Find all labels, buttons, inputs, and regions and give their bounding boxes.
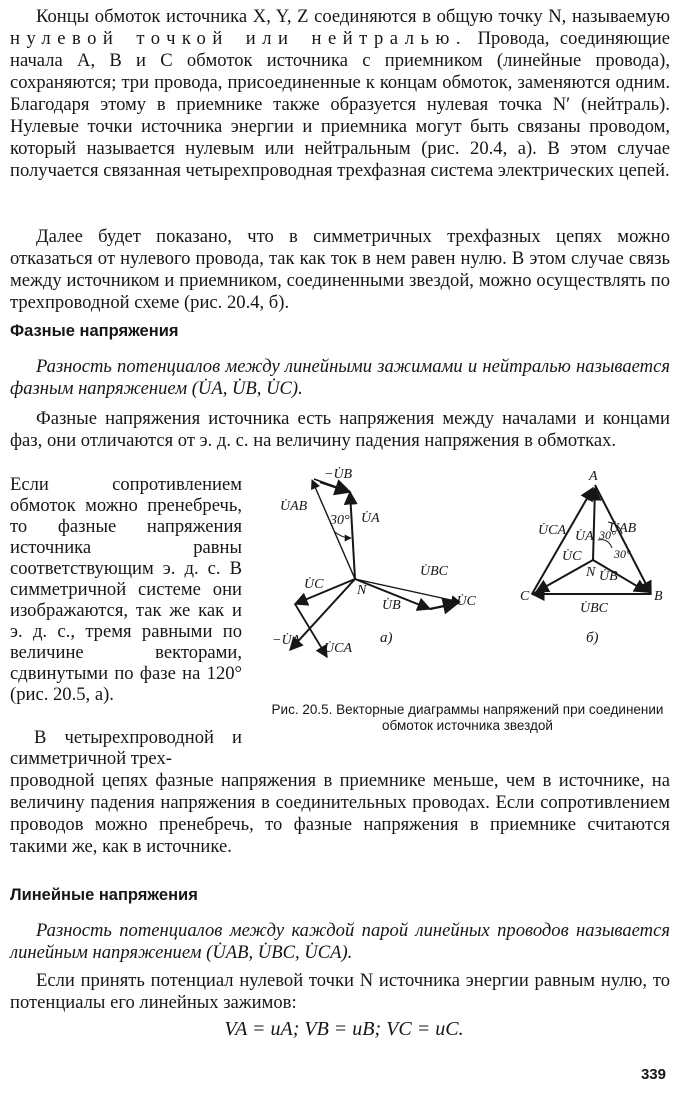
paragraph-phase-source: Фазные напряжения источника есть напряжения между началами и концами фаз, они отличаются от э. д. с. на величину падения напряжения в обмотках. [10, 408, 670, 451]
vector-ua-b [593, 488, 595, 560]
label-neg-ua: −U̇A [272, 633, 301, 648]
definition-phase-voltage: Разность потенциалов между линейными зажимами и нейтралью называется фазным напряжением (U̇A, U̇B, U̇C). [10, 356, 670, 399]
vector-uc-b [536, 560, 593, 592]
label-diagram-b: б) [586, 630, 599, 646]
label-b-b: B [654, 589, 663, 604]
paragraph-three-wire: Далее будет показано, что в симметричных трехфазных цепях можно отказаться от нулевого провода, так как ток в нем равен нулю. В этом случае связь между источником и приемником, соединенными звездой, можно осуществлять по трехпроводной схеме (рис. 20.4, б). [10, 226, 670, 313]
vector-neg-uc [355, 579, 460, 602]
text-run: Концы обмоток источника X, Y, Z соединяются в общую точку N, называемую [36, 6, 670, 27]
paragraph-wrap-left-2: В четырехпроводной и симметричной трех- [10, 727, 242, 769]
label-ua: U̇A [361, 511, 380, 526]
label-n-a: N [357, 583, 367, 598]
spaced-term: нулевой точкой или нейтралью. [10, 28, 468, 49]
vector-neg-ub [312, 480, 355, 579]
label-neg-ub: −U̇B [324, 467, 353, 482]
definition-line-voltage: Разность потенциалов между каждой парой линейных проводов называется линейным напряжением (U̇AB, U̇BC, U̇CA). [10, 920, 670, 963]
heading-line-voltages: Линейные напряжения [10, 886, 198, 904]
diagram-a-labels [272, 466, 477, 656]
paragraph-receiver-phase: проводной цепях фазные напряжения в приемнике меньше, чем в источнике, на величину падения напряжения в соединительных проводах. Если сопротивлением проводов можно пренебречь, то фазные напряжения в приемнике считаются такими же, как в источнике. [10, 770, 670, 857]
label-diagram-a: а) [380, 630, 393, 646]
label-a-b: A [589, 469, 598, 484]
label-ubc-b: U̇BC [580, 601, 608, 616]
label-uab: U̇AB [280, 499, 308, 514]
vector-diagram-figure [262, 462, 672, 692]
label-angle-a: 30° [330, 513, 350, 528]
label-ub-b: U̇B [599, 569, 618, 584]
label-uca: U̇CA [324, 641, 352, 656]
paragraph-neutral-point [10, 6, 670, 182]
text-run: Провода, соединяющие начала A, B и C обмоток источника с приемником (линейные провода), сохраняются; три провода, присоединенные к концам обмоток, заменяются одним. Благодаря этому в приемнике также образуется нулевая точка N′ (нейтраль). Нулевые точки источника энергии и приемника могут быть связаны проводом, который называется нулевым или нейтральным (рис. 20.4, а). В этом случае получается связанная четырехпроводная трехфазная система электрических цепей. [10, 28, 670, 181]
label-uc: U̇C [304, 577, 324, 592]
label-c-b: C [520, 589, 530, 604]
paragraph-potentials: Если принять потенциал нулевой точки N источника энергии равным нулю, то потенциалы его линейных зажимов: [10, 970, 670, 1013]
figure-caption: Рис. 20.5. Векторные диаграммы напряжений при соединении обмоток источника звездой [271, 702, 664, 733]
label-angle-b1: 30° [599, 528, 616, 542]
label-n-b: N [586, 565, 596, 580]
label-uca-b: U̇CA [538, 523, 566, 538]
label-uc-b: U̇C [562, 549, 582, 564]
label-uab-b: U̇AB [609, 521, 637, 536]
label-ua-b: U̇A [575, 529, 594, 544]
heading-phase-voltages: Фазные напряжения [10, 322, 179, 340]
vector-ua [350, 492, 355, 579]
formula-potentials: VA = uA; VB = uB; VC = uC. [224, 1018, 464, 1040]
page-number: 339 [640, 1066, 666, 1083]
label-angle-b2: 30° [614, 547, 631, 561]
label-ubc: U̇BC [420, 564, 448, 579]
label-neg-uc: −U̇C [447, 594, 476, 609]
vector-uab [320, 482, 350, 492]
paragraph-wrap-left: Если сопротивлением обмоток можно пренебречь, то фазные напряжения источника равны соответствующим э. д. с. В симметричной системе они изображаются, так же как и э. д. с., тремя равными по величине векторами, сдвинутыми по фазе на 120° (рис. 20.5, а). [10, 474, 242, 705]
diagram-b-labels [520, 469, 663, 646]
vector-uca [295, 604, 327, 657]
label-ub: U̇B [382, 598, 401, 613]
